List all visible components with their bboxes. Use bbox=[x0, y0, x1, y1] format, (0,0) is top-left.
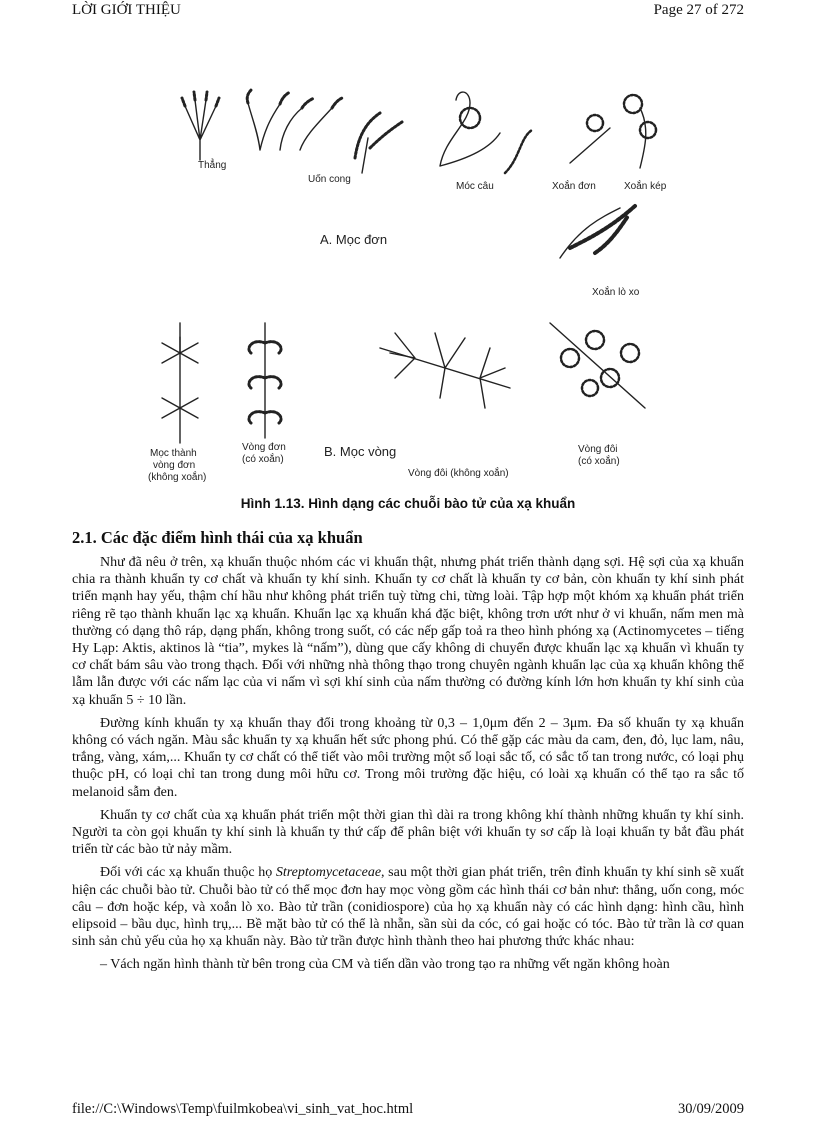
paragraph-1: Như đã nêu ở trên, xạ khuẩn thuộc nhóm các vi khuẩn thật, nhưng phát triển thành dạng sợi. Hệ sợi của xạ khuẩn chia ra thành khuẩn ty cơ chất và khuẩn ty khí sinh. Khuẩn ty cơ chất là khuẩn ty cơ bản, còn khuẩn ty khí sinh phát triển mạnh hay yếu, thậm chí hầu như không phát triển tuỳ từng chi, từng loài. Tập hợp một khóm xạ khuẩn phát triển riêng rẽ tạo thành khuẩn lạc xạ khuẩn. Khuẩn lạc xạ khuẩn khá đặc biệt, không trơn ướt như ở vi khuẩn, nấm men mà thường có dạng thô ráp, dạng phấn, không trong suốt, có các nếp gấp toả ra theo hình phóng xạ (Actinomycetes – tiếng Hy Lạp: Aktis, aktinos là “tia”, mykes là “nấm”), dùng que cấy không di chuyển được khuẩn lạc xạ khuẩn vì khuẩn ty cơ chất bám sâu vào trong thạch. Đối với những nhà thông thạo trong chuyên ngành khuẩn lạc của xạ khuẩn không thể lẫm lẫn được với các nấm lạc của vi nấm vì sợi khí sinh của nấm thường có đường kính lớn hơn khuẩn ty khí sinh của xạ khuẩn 5 ÷ 10 lần. bbox=[72, 555, 744, 708]
label-double-whorl-straight: Vòng đôi (không xoắn) bbox=[408, 468, 509, 479]
hook-chain-drawing bbox=[440, 92, 532, 173]
label-whorl-spiral-2: (có xoắn) bbox=[242, 454, 284, 465]
footer-date: 30/09/2009 bbox=[677, 1101, 744, 1117]
label-whorl-growth: B. Mọc vòng bbox=[324, 444, 397, 459]
family-name-italic: Streptomycetaceae bbox=[275, 865, 382, 881]
header-title: LỜI GIỚI THIỆU bbox=[72, 2, 181, 18]
label-whorl-single-2: vòng đơn bbox=[153, 460, 196, 471]
label-double-spiral: Xoắn kép bbox=[624, 181, 667, 192]
curved-chain-drawing bbox=[247, 89, 402, 173]
straight-chain-drawing bbox=[182, 92, 219, 160]
paragraph-4-end: , sau một thời gian phát triển, trên đỉnh khuẩn ty khí sinh sẽ xuất hiện các chuỗi bào tử. Chuỗi bào tử có thể mọc đơn hay mọc vòng gồm các hình thái cơ bản như: thẳng, uốn cong, móc câu – đơn hoặc kép, và xoắn lò xo. Bào tử trần (conidiospore) của họ xạ khuẩn này có các hình dạng: hình cầu, hình elipsoid – bầu dục, hình trụ,... Bề mặt bào tử có thể là nhẵn, sần sùi da cóc, có gai hoặc có tóc. Bào tử trần là cơ quan sinh sản chủ yếu của họ xạ khuẩn này. Bào tử trần được hình thành theo hai phương thức khác nhau: bbox=[72, 865, 744, 950]
paragraph-3: Khuẩn ty cơ chất của xạ khuẩn phát triển một thời gian thì dài ra trong không khí thành những khuẩn ty khí sinh. Người ta còn gọi khuẩn ty khí sinh là khuẩn ty thứ cấp để phân biệt với khuẩn ty sơ cấp là loại khuẩn ty bắt đầu phát triển từ các bào tử nảy mầm. bbox=[72, 807, 744, 858]
label-whorl-spiral-1: Vòng đơn bbox=[242, 442, 286, 453]
double-whorl-straight-drawing bbox=[380, 333, 510, 408]
header-page-number: Page 27 of 272 bbox=[653, 2, 744, 18]
figure-spore-chains bbox=[140, 78, 680, 490]
section-title: 2.1. Các đặc điểm hình thái của xạ khuẩn bbox=[72, 528, 363, 547]
label-double-whorl-spiral-1: Vòng đôi bbox=[578, 444, 618, 455]
single-spiral-drawing bbox=[570, 115, 610, 163]
label-straight: Thẳng bbox=[198, 160, 227, 171]
whorl-single-drawing bbox=[162, 323, 198, 443]
label-double-whorl-spiral-2: (có xoắn) bbox=[578, 456, 620, 467]
label-spring-spiral: Xoắn lò xo bbox=[592, 287, 640, 298]
label-single-growth: A. Mọc đơn bbox=[320, 232, 388, 247]
label-hook: Móc câu bbox=[456, 181, 494, 192]
paragraph-2: Đường kính khuẩn ty xạ khuẩn thay đổi trong khoảng từ 0,3 – 1,0μm đến 2 – 3μm. Đa số khuẩn ty xạ khuẩn không có vách ngăn. Màu sắc khuẩn ty xạ khuẩn hết sức phong phú. Có thể gặp các màu da cam, đen, đỏ, lục lam, nâu, trắng, vàng, xám,... Khuẩn ty cơ chất có thể tiết vào môi trường một số loại sắc tố, có sắc tố tan trong nước, có loại phụ thuộc pH, có loại chỉ tan trong dung môi hữu cơ. Trong môi trường đặc hiệu, có loài xạ khuẩn có thể tạo ra sắc tố melanoid sẫm đen. bbox=[72, 715, 744, 800]
section-body bbox=[72, 554, 744, 980]
page-footer bbox=[72, 1101, 744, 1121]
page-header bbox=[72, 2, 744, 24]
figure-caption: Hình 1.13. Hình dạng các chuỗi bào tử của xạ khuẩn bbox=[240, 496, 576, 511]
paragraph-4 bbox=[72, 864, 744, 950]
spring-spiral-drawing bbox=[560, 206, 635, 258]
double-whorl-spiral-drawing bbox=[550, 323, 645, 408]
double-spiral-drawing bbox=[624, 95, 656, 168]
spore-chain-illustration bbox=[140, 78, 680, 490]
label-whorl-single-1: Mọc thành bbox=[150, 448, 197, 459]
label-whorl-single-3: (không xoắn) bbox=[148, 472, 207, 483]
footer-file-path: file://C:\Windows\Temp\fuilmkobea\vi_sinh_vat_hoc.html bbox=[72, 1101, 414, 1117]
paragraph-5: – Vách ngăn hình thành từ bên trong của CM và tiến dần vào trong tạo ra những vết ngăn không hoàn bbox=[100, 957, 670, 973]
paragraph-4-start: Đối với các xạ khuẩn thuộc họ bbox=[100, 865, 276, 881]
whorl-spiral-drawing bbox=[249, 323, 281, 438]
label-curved: Uốn cong bbox=[308, 174, 351, 185]
label-single-spiral: Xoắn đơn bbox=[552, 181, 596, 192]
